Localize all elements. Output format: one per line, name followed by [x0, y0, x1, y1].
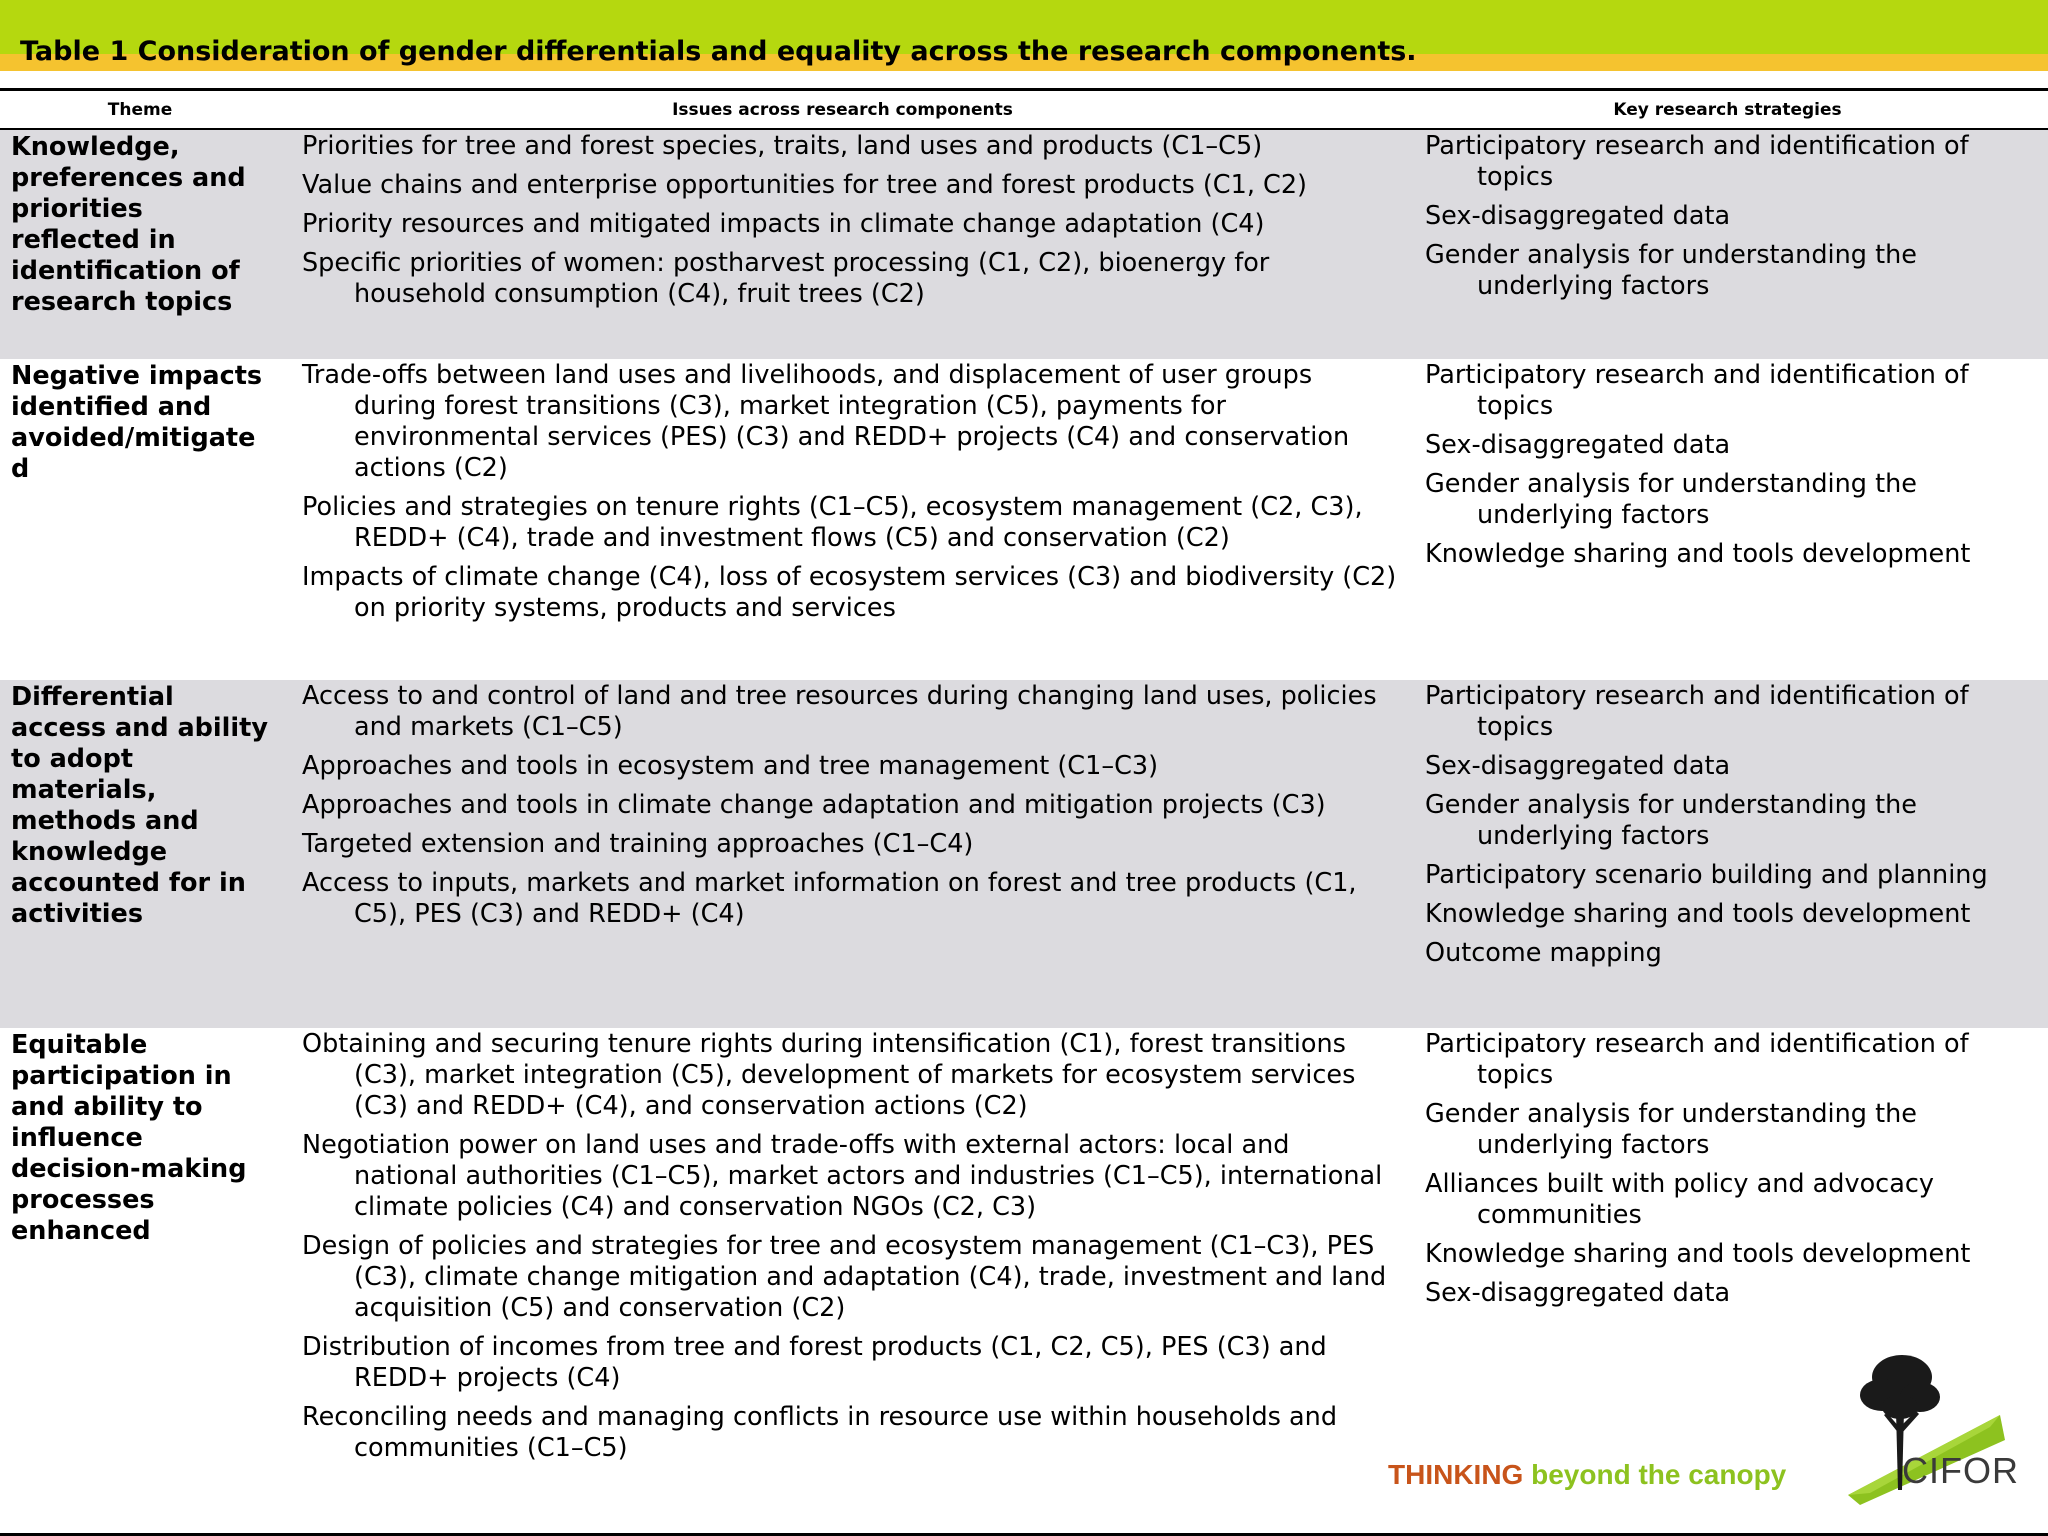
- table-top-rule: [0, 88, 2048, 91]
- strategy-item: Knowledge sharing and tools development: [1425, 899, 1971, 929]
- issue-item: Reconciling needs and managing conflicts in resource use within households and communities (C1–C5): [302, 1402, 1338, 1463]
- strategy-item: Alliances built with policy and advocacy communities: [1425, 1169, 1934, 1230]
- row-theme: Differential access and ability to adopt materials, methods and knowledge accounted for in activities: [11, 682, 268, 929]
- issue-item: Access to and control of land and tree resources during changing land uses, policies and markets (C1–C5): [302, 681, 1377, 742]
- issue-item: Policies and strategies on tenure rights (C1–C5), ecosystem management (C2, C3), REDD+ (C4), trade and investment flows (C5) and conservation (C2): [302, 492, 1363, 553]
- row-theme: Equitable participation in and ability to influence decision-making processes enhanced: [11, 1030, 247, 1246]
- issue-item: Targeted extension and training approaches (C1–C4): [302, 829, 974, 859]
- strategy-item: Sex-disaggregated data: [1425, 430, 1731, 460]
- strategy-item: Gender analysis for understanding the underlying factors: [1425, 790, 1917, 851]
- strategy-item: Gender analysis for understanding the underlying factors: [1425, 240, 1917, 301]
- strategies-list: [1425, 131, 2045, 310]
- footer-tagline: [1388, 1459, 1786, 1491]
- table-row: [0, 680, 2048, 1028]
- issue-item: Access to inputs, markets and market information on forest and tree products (C1, C5), PES (C3) and REDD+ (C4): [302, 868, 1357, 929]
- issue-item: Priorities for tree and forest species, traits, land uses and products (C1–C5): [302, 131, 1263, 161]
- issues-list: [302, 360, 1397, 632]
- row-theme: Knowledge, preferences and priorities reflected in identification of research topics: [11, 132, 246, 317]
- issue-item: Trade-offs between land uses and livelihoods, and displacement of user groups during forest transitions (C3), market integration (C5), payments for environmental services (PES) (C3) and REDD+ projects (C4) and conservation actions (C2): [302, 360, 1350, 483]
- tagline-strong: THINKING: [1388, 1459, 1524, 1490]
- issue-item: Approaches and tools in ecosystem and tree management (C1–C3): [302, 751, 1159, 781]
- issue-item: Impacts of climate change (C4), loss of ecosystem services (C3) and biodiversity (C2) on priority systems, products and services: [302, 562, 1397, 623]
- strategy-item: Gender analysis for understanding the underlying factors: [1425, 469, 1917, 530]
- issues-list: [302, 131, 1397, 318]
- strategies-list: [1425, 360, 2045, 578]
- issue-item: Design of policies and strategies for tree and ecosystem management (C1–C3), PES (C3), climate change mitigation and adaptation (C4), trade, investment and land acquisition (C5) and conservation (C2): [302, 1231, 1387, 1323]
- strategy-item: Sex-disaggregated data: [1425, 201, 1731, 231]
- strategies-list: [1425, 1029, 2045, 1317]
- strategy-item: Participatory research and identification of topics: [1425, 360, 1969, 421]
- issue-item: Obtaining and securing tenure rights during intensification (C1), forest transitions (C3), market integration (C5), development of markets for ecosystem services (C3) and REDD+ (C4), and conservation actions (C2): [302, 1029, 1356, 1121]
- strategy-item: Participatory research and identification of topics: [1425, 1029, 1969, 1090]
- strategy-item: Participatory research and identification of topics: [1425, 131, 1969, 192]
- cifor-logo-text: CIFOR: [1902, 1450, 2019, 1491]
- strategies-list: [1425, 681, 2045, 977]
- header-theme: Theme: [107, 100, 173, 120]
- tagline-rest: beyond the canopy: [1523, 1459, 1787, 1490]
- issue-item: Distribution of incomes from tree and forest products (C1, C2, C5), PES (C3) and REDD+ projects (C4): [302, 1332, 1327, 1393]
- strategy-item: Participatory scenario building and planning: [1425, 860, 1988, 890]
- issue-item: Specific priorities of women: postharvest processing (C1, C2), bioenergy for household consumption (C4), fruit trees (C2): [302, 248, 1270, 309]
- issue-item: Value chains and enterprise opportunities for tree and forest products (C1, C2): [302, 170, 1308, 200]
- issues-list: [302, 1029, 1397, 1472]
- strategy-item: Knowledge sharing and tools development: [1425, 1239, 1971, 1269]
- issue-item: Priority resources and mitigated impacts in climate change adaptation (C4): [302, 209, 1265, 239]
- strategy-item: Outcome mapping: [1425, 938, 1662, 968]
- issues-list: [302, 681, 1397, 938]
- table-row: [0, 359, 2048, 680]
- table-row: [0, 1028, 2048, 1518]
- strategy-item: Participatory research and identification of topics: [1425, 681, 1969, 742]
- header-issues: Issues across research components: [672, 100, 1013, 120]
- issue-item: Negotiation power on land uses and trade-offs with external actors: local and national authorities (C1–C5), market actors and industries (C1–C5), international climate policies (C4) and conservation NGOs (C2, C3): [302, 1130, 1383, 1222]
- table-title: Table 1 Consideration of gender differentials and equality across the research components.: [20, 36, 1417, 67]
- issue-item: Approaches and tools in climate change adaptation and mitigation projects (C3): [302, 790, 1326, 820]
- row-theme: Negative impacts identified and avoided/mitigate d: [11, 361, 263, 484]
- strategy-item: Sex-disaggregated data: [1425, 751, 1731, 781]
- strategy-item: Sex-disaggregated data: [1425, 1278, 1731, 1308]
- strategy-item: Knowledge sharing and tools development: [1425, 539, 1971, 569]
- strategy-item: Gender analysis for understanding the underlying factors: [1425, 1099, 1917, 1160]
- table-row: [0, 130, 2048, 359]
- header-strategies: Key research strategies: [1613, 100, 1842, 120]
